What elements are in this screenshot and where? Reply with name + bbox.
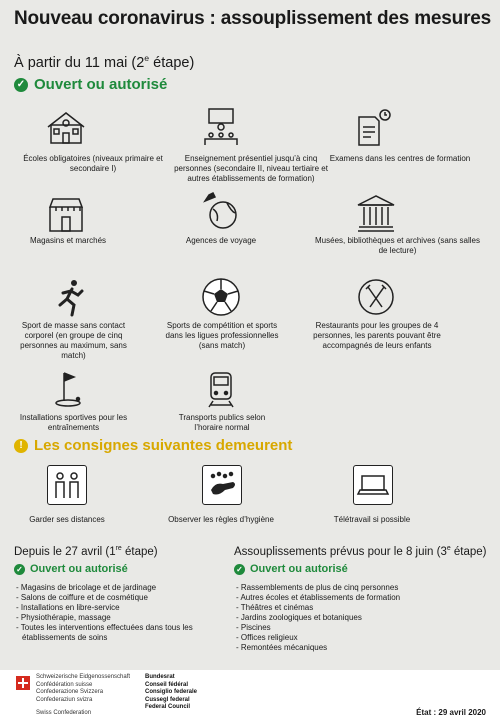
list-item: - Piscines: [236, 623, 271, 632]
confederation-names: Schweizerische Eidgenossenschaft Confédération suisse Confederazione Svizzera Confederaziun svizra: [36, 674, 131, 703]
school-icon: [46, 107, 86, 147]
list-item: - Toutes les interventions effectuées dans tous les établissements de soins: [16, 623, 193, 642]
museum-icon: [356, 193, 396, 233]
open-lock-icon: ✓: [14, 78, 28, 92]
golf-flag-icon: [50, 369, 90, 409]
page-title: Nouveau coronavirus : assouplissement des mesures: [14, 8, 491, 29]
left-col-sub: ✓ Ouvert ou autorisé: [14, 563, 128, 575]
open-item-transport: Transports publics selon l’horaire normal: [178, 413, 266, 432]
open-heading: ✓ Ouvert ou autorisé: [14, 76, 167, 93]
open-item-shops: Magasins et marchés: [29, 236, 107, 245]
open-lock-icon: ✓: [234, 564, 245, 575]
list-item: - Jardins zoologiques et botaniques: [236, 613, 362, 622]
travel-globe-icon: [201, 191, 241, 231]
list-item: - Physiothérapie, massage: [16, 613, 111, 622]
swiss-confederation: Swiss Confederation: [36, 710, 92, 716]
list-item: - Salons de coiffure et de cosmétique: [16, 593, 148, 602]
restaurant-icon: [356, 277, 396, 317]
open-item-exams: Examens dans les centres de formation: [329, 154, 471, 163]
list-item: - Théâtres et cinémas: [236, 603, 314, 612]
remain-heading: ! Les consignes suivantes demeurent: [14, 437, 292, 454]
list-item: - Installations en libre-service: [16, 603, 120, 612]
list-item: - Rassemblements de plus de cinq personnes: [236, 583, 399, 592]
football-icon: [201, 277, 241, 317]
exam-icon: [353, 107, 393, 147]
train-icon: [201, 369, 241, 409]
open-item-restaurants: Restaurants pour les groupes de 4 personnes, les parents pouvant être accompagnés de leurs enfants: [313, 321, 441, 350]
right-col-list: [236, 583, 466, 653]
right-col-sub: ✓ Ouvert ou autorisé: [234, 563, 348, 575]
list-item: - Offices religieux: [236, 633, 298, 642]
stage-subtitle: À partir du 11 mai (2e étape): [14, 53, 195, 71]
exclamation-icon: !: [14, 439, 28, 453]
open-item-sport-facilities: Installations sportives pour les entraînements: [19, 413, 128, 432]
open-item-competition: Sports de compétition et sports dans les ligues professionnelles (sans match): [165, 321, 279, 350]
open-item-mass-sport: Sport de masse sans contact corporel (en groupe de cinq personnes au maximum, sans match): [20, 321, 127, 360]
federal-council: Bundesrat Conseil fédéral Consiglio federale Cussegl federal Federal Council: [145, 674, 198, 710]
remain-item-distance: Garder ses distances: [29, 515, 105, 524]
open-item-museums: Musées, bibliothèques et archives (sans salles de lecture): [315, 236, 480, 255]
footer: [0, 670, 500, 720]
list-item: - Autres écoles et établissements de formation: [236, 593, 401, 602]
list-item: - Remontées mécaniques: [236, 643, 328, 652]
handwash-icon: [202, 465, 242, 505]
laptop-icon: [353, 465, 393, 505]
classroom-icon: [201, 107, 241, 147]
open-item-travel: Agences de voyage: [185, 236, 257, 245]
right-col-title: Assouplissements prévus pour le 8 juin (3e étape): [234, 545, 487, 558]
left-col-title: Depuis le 27 avril (1re étape): [14, 545, 158, 558]
left-col-list: [16, 583, 211, 643]
list-item: - Magasins de bricolage et de jardinage: [16, 583, 157, 592]
shop-icon: [46, 193, 86, 233]
distance-icon: [47, 465, 87, 505]
state-date: État : 29 avril 2020: [416, 708, 486, 717]
runner-icon: [50, 277, 90, 317]
open-lock-icon: ✓: [14, 564, 25, 575]
open-item-schools: Écoles obligatoires (niveaux primaire et secondaire I): [23, 154, 163, 173]
remain-item-hygiene: Observer les règles d’hygiène: [168, 515, 274, 524]
remain-item-telework: Télétravail si possible: [333, 515, 411, 524]
swiss-flag-icon: [16, 676, 30, 690]
open-item-teaching: Enseignement présentiel jusqu’à cinq personnes (secondaire II, niveau tertiaire et autres établissements de formation): [174, 154, 328, 183]
